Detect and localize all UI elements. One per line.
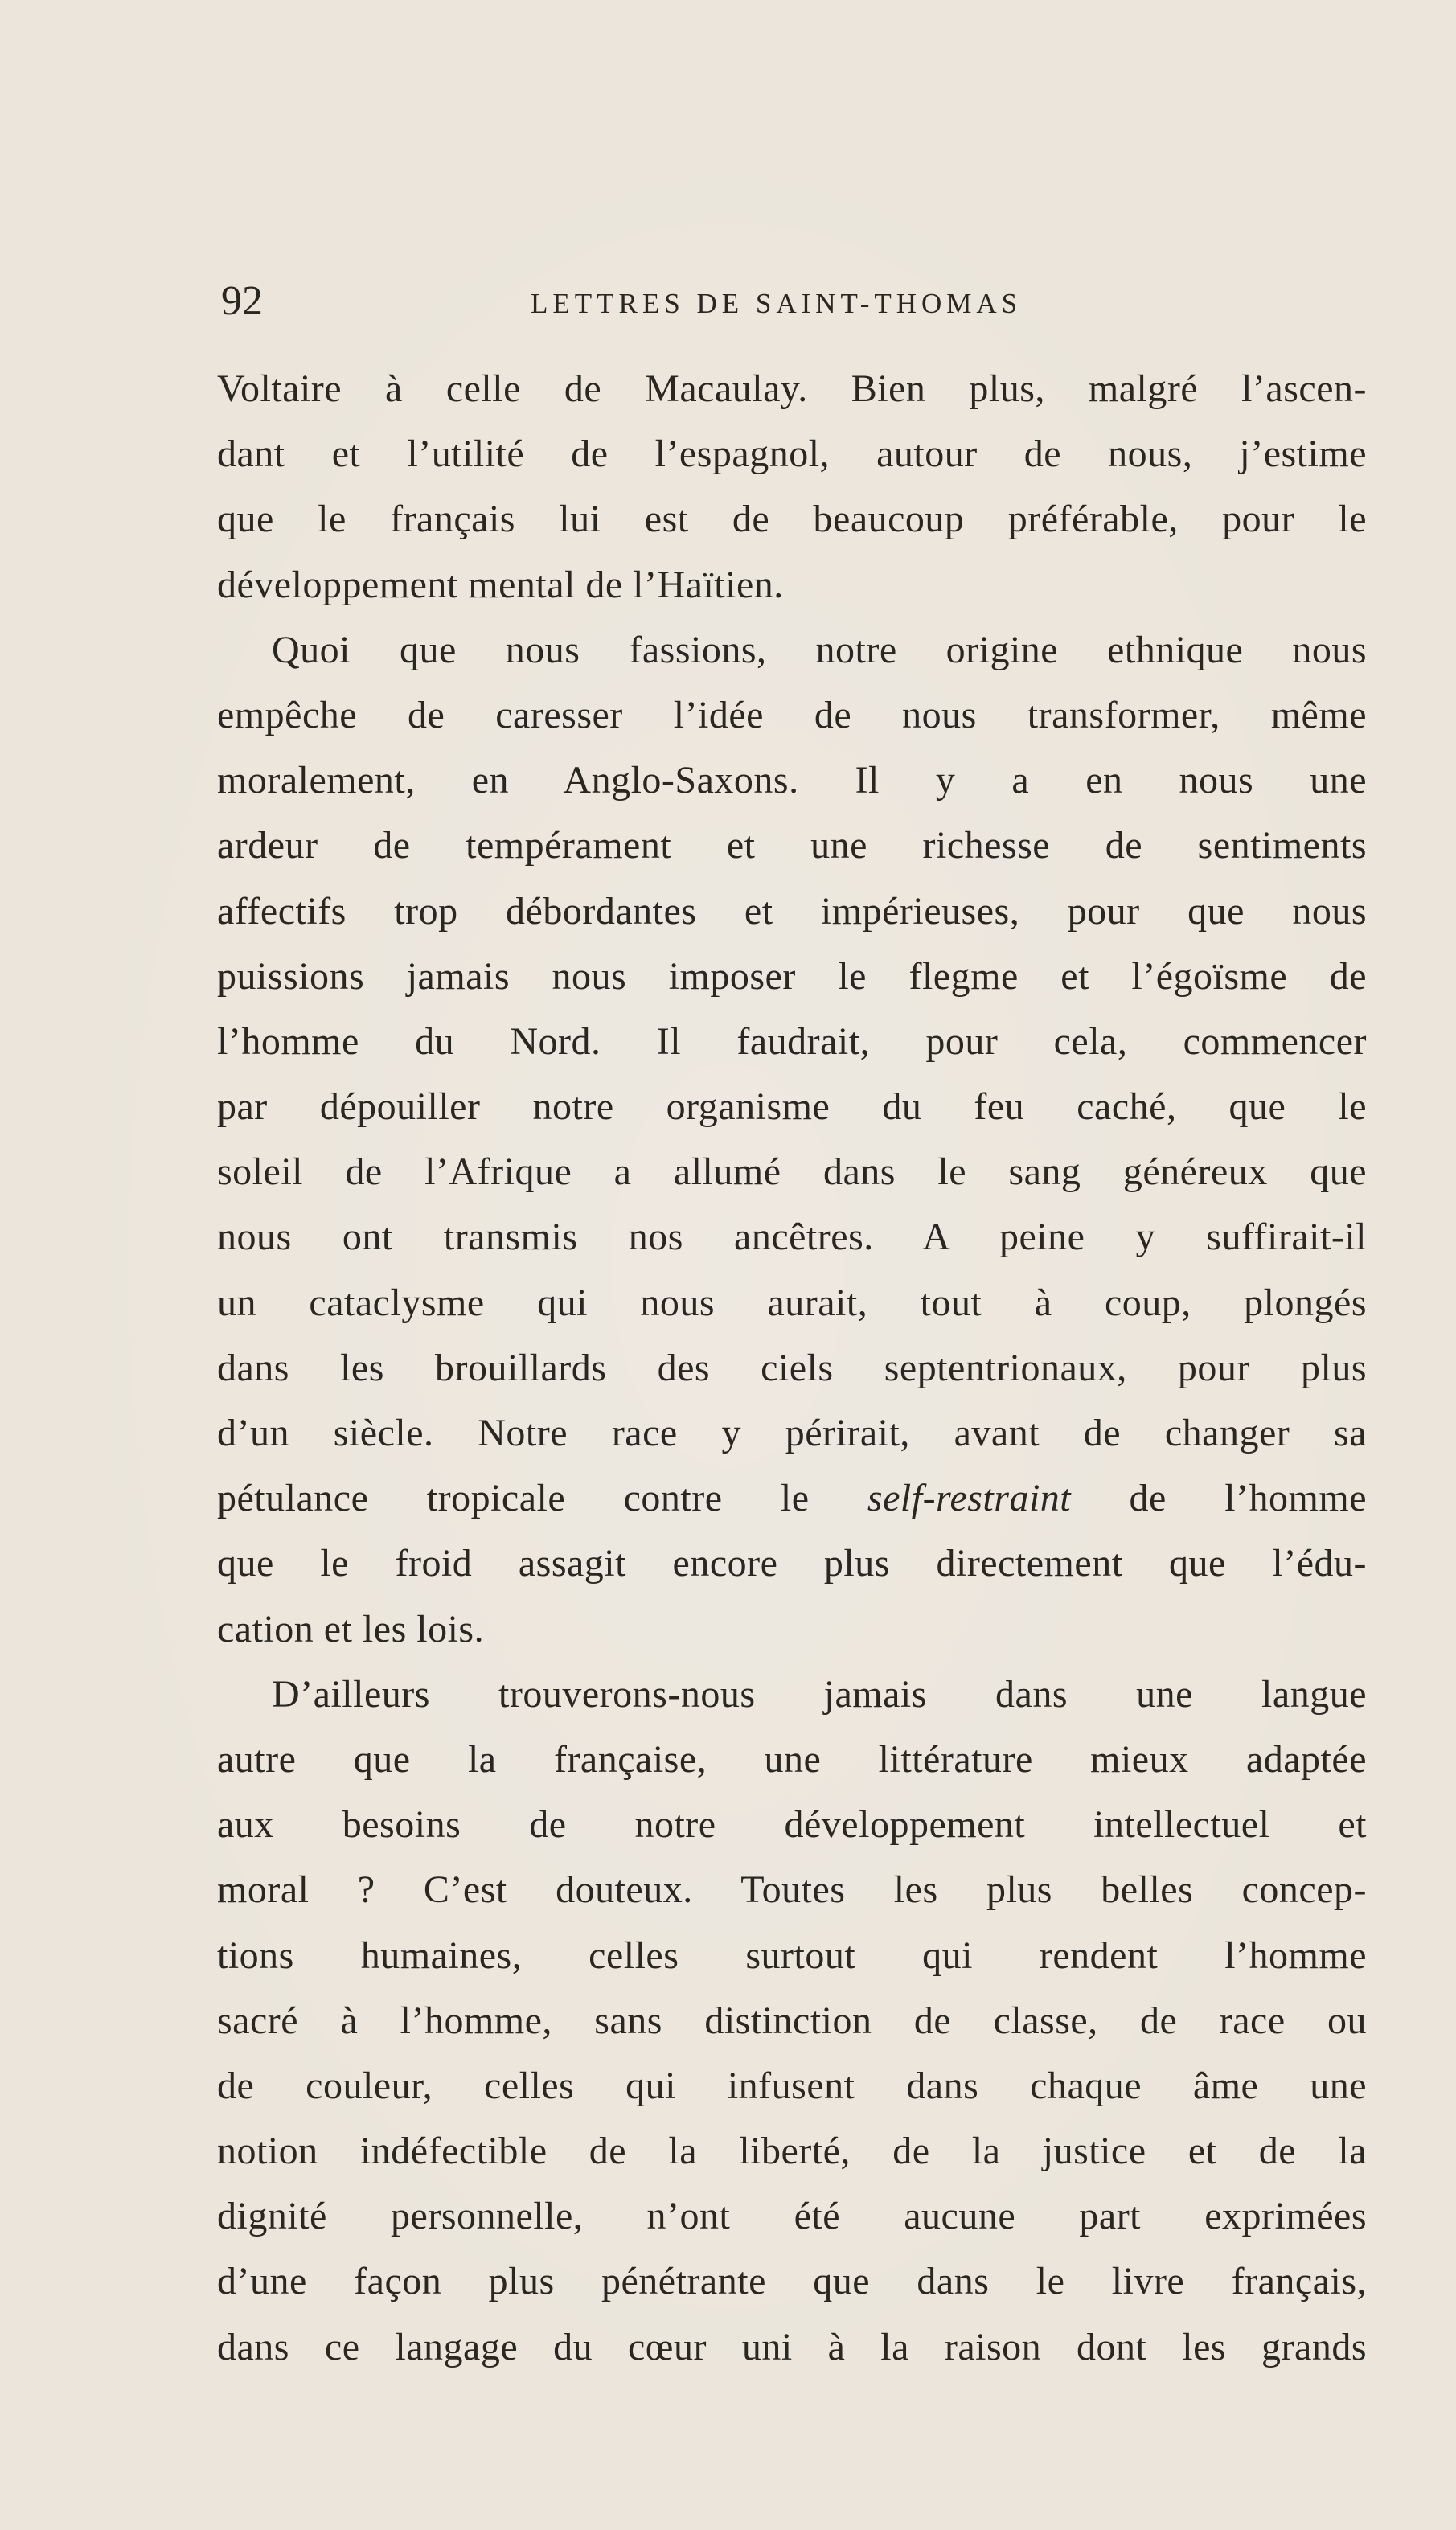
text-line: par dépouiller notre organisme du feu caché, que le — [217, 1085, 1367, 1129]
text-line: dans ce langage du cœur uni à la raison dont les grands — [217, 2325, 1367, 2368]
page-number: 92 — [221, 278, 263, 324]
italic-term: self-restraint — [867, 1477, 1072, 1520]
text-line: un cataclysme qui nous aurait, tout à coup, plongés — [217, 1281, 1367, 1324]
text-line: l’homme du Nord. Il faudrait, pour cela, commencer — [217, 1019, 1367, 1063]
text-line: de couleur, celles qui infusent dans chaque âme une — [217, 2064, 1367, 2107]
text-line: autre que la française, une littérature mieux adaptée — [217, 1737, 1367, 1781]
text-line: affectifs trop débordantes et impérieuses, pour que nous — [217, 889, 1367, 933]
text-line: notion indéfectible de la liberté, de la justice et de la — [217, 2130, 1367, 2173]
text-line: tions humaines, celles surtout qui rendent l’homme — [217, 1933, 1367, 1977]
text-line: sacré à l’homme, sans distinction de classe, de race ou — [217, 1999, 1367, 2042]
text-line: que le froid assagit encore plus directement que l’édu- — [217, 1542, 1367, 1585]
text-line: aux besoins de notre développement intellectuel et — [217, 1803, 1367, 1847]
text-line: Voltaire à celle de Macaulay. Bien plus, malgré l’ascen- — [217, 367, 1367, 410]
text-line: Quoi que nous fassions, notre origine ethnique nous — [272, 628, 1367, 671]
text-line: dignité personnelle, n’ont été aucune part exprimées — [217, 2195, 1367, 2238]
text-line: dant et l’utilité de l’espagnol, autour de nous, j’estime — [217, 433, 1367, 476]
text-line: soleil de l’Afrique a allumé dans le sang généreux que — [217, 1150, 1367, 1194]
text-line: cation et les lois. — [217, 1607, 485, 1650]
text-line: ardeur de tempérament et une richesse de sentiments — [217, 824, 1367, 867]
page-header — [221, 273, 1367, 330]
text-line: développement mental de l’Haïtien. — [217, 563, 784, 606]
text-line: d’une façon plus pénétrante que dans le livre français, — [217, 2260, 1367, 2303]
text-line: puissions jamais nous imposer le flegme et l’égoïsme de — [217, 954, 1367, 998]
body-text — [217, 356, 1367, 2380]
text-line: nous ont transmis nos ancêtres. A peine y suffirait-il — [217, 1216, 1367, 1259]
text-line: moralement, en Anglo-Saxons. Il y a en nous une — [217, 759, 1367, 802]
text-line: empêche de caresser l’idée de nous transformer, même — [217, 693, 1367, 736]
text-line: d’un siècle. Notre race y périrait, avant de changer sa — [217, 1412, 1367, 1454]
running-title: LETTRES DE SAINT-THOMAS — [531, 288, 1023, 319]
text-line: dans les brouillards des ciels septentrionaux, pour plus — [217, 1346, 1367, 1389]
text-line: que le français lui est de beaucoup préférable, pour le — [217, 498, 1367, 541]
text-line: D’ailleurs trouverons-nous jamais dans une langue — [272, 1672, 1367, 1716]
text-line: pétulance tropicale contre le self-restraint de l’homme — [217, 1477, 1367, 1520]
text-line: moral ? C’est douteux. Toutes les plus belles concep- — [217, 1868, 1367, 1912]
